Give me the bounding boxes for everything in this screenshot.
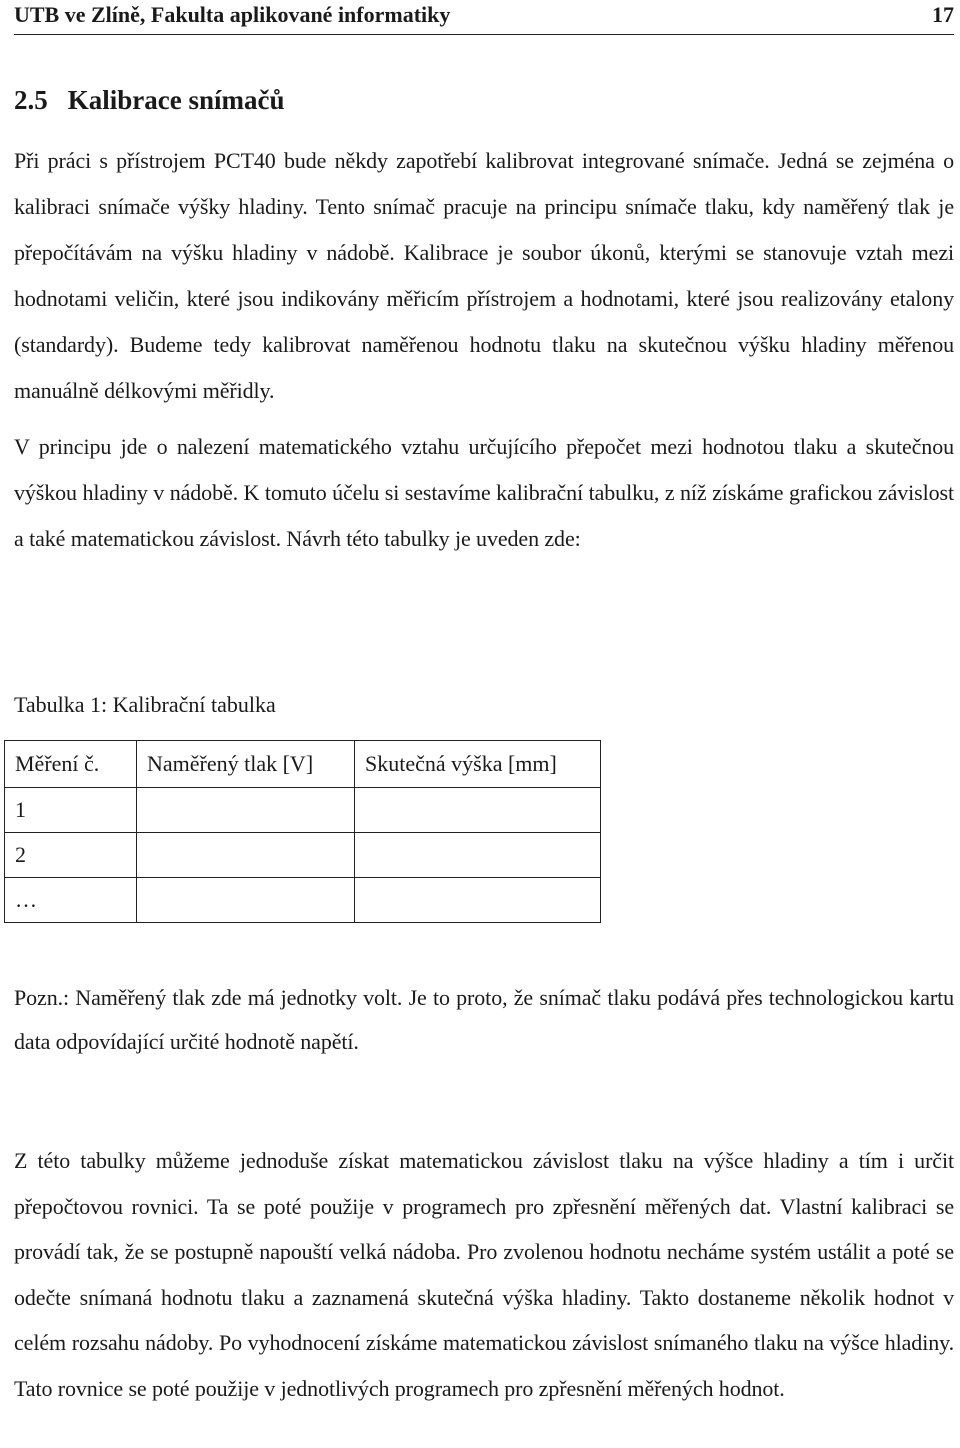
table-cell	[355, 788, 601, 833]
table-row	[5, 788, 601, 833]
section-heading	[14, 84, 285, 116]
table-row	[5, 833, 601, 878]
paragraph-intro: Při práci s přístrojem PCT40 bude někdy zapotřebí kalibrovat integrované snímače. Jedná se zejména o kalibraci snímače výšky hladiny. Tento snímač pracuje na principu snímače tlaku, kdy naměřený tlak je přepočítávám na výšku hladiny v nádobě. Kalibrace je soubor úkonů, kterými se stanovuje vztah mezi hodnotami veličin, které jsou indikovány měřicím přístrojem a hodnotami, které jsou realizovány etalony (standardy). Budeme tedy kalibrovat naměřenou hodnotu tlaku na skutečnou výšku hladiny měřenou manuálně délkovými měřidly.	[14, 148, 954, 403]
table-cell	[355, 878, 601, 923]
table-note: Pozn.: Naměřený tlak zde má jednotky volt. Je to proto, že snímač tlaku podává přes technologickou kartu data odpovídající určité hodnotě napětí.	[14, 985, 954, 1054]
table-cell	[355, 833, 601, 878]
table-header-row	[5, 741, 601, 788]
table-header-cell: Měření č.	[5, 741, 137, 788]
table-cell	[137, 788, 355, 833]
table-cell	[137, 833, 355, 878]
section-title: Kalibrace snímačů	[67, 85, 285, 115]
table-caption: Tabulka 1: Kalibrační tabulka	[14, 692, 276, 717]
paragraph-procedure: Z této tabulky můžeme jednoduše získat matematickou závislost tlaku na výšce hladiny a tím i určit přepočtovou rovnici. Ta se poté použije v programech pro zpřesnění měřených dat. Vlastní kalibraci se provádí tak, že se postupně napouští velká nádoba. Pro zvolenou hodnotu necháme systém ustálit a poté se odečte snímaná hodnotu tlaku a zaznamená skutečná výška hladiny. Takto dostaneme několik hodnot v celém rozsahu nádoby. Po vyhodnocení získáme matematickou závislost snímaného tlaku na výšce hladiny. Tato rovnice se poté použije v jednotlivých programech pro zpřesnění měřených hodnot.	[14, 1148, 954, 1401]
table-cell: 2	[5, 833, 137, 878]
paragraph-principle: V principu jde o nalezení matematického vztahu určujícího přepočet mezi hodnotou tlaku a skutečnou výškou hladiny v nádobě. K tomuto účelu si sestavíme kalibrační tabulku, z níž získáme grafickou závislost a také matematickou závislost. Návrh této tabulky je uveden zde:	[14, 434, 954, 551]
table-row	[5, 878, 601, 923]
section-number: 2.5	[14, 85, 48, 115]
table-cell: …	[5, 878, 137, 923]
table-cell: 1	[5, 788, 137, 833]
page-header	[14, 0, 954, 35]
table-header-cell: Naměřený tlak [V]	[137, 741, 355, 788]
calibration-table	[4, 740, 601, 923]
table-cell	[137, 878, 355, 923]
table-header-cell: Skutečná výška [mm]	[355, 741, 601, 788]
header-institution: UTB ve Zlíně, Fakulta aplikované informatiky	[14, 2, 451, 27]
page-number: 17	[932, 2, 954, 27]
